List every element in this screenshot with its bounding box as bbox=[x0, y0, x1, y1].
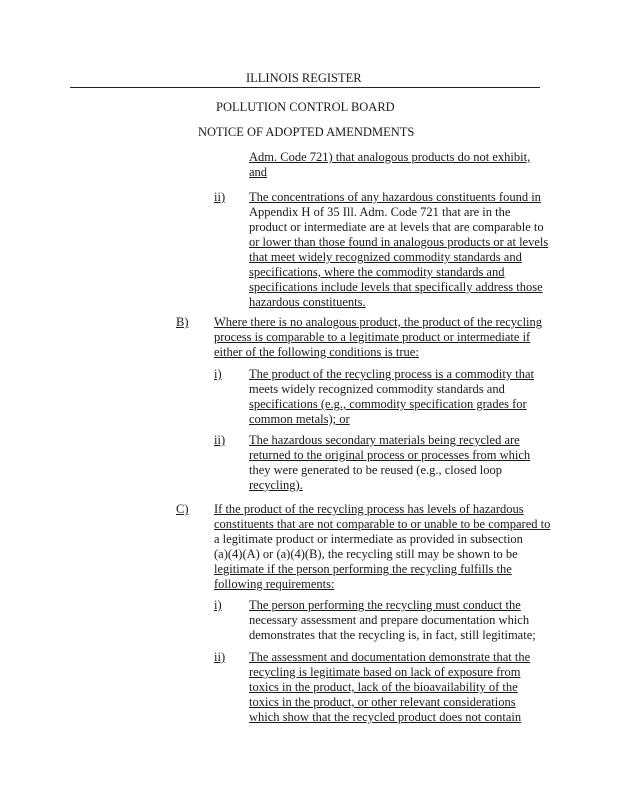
item-b-i-label: i) bbox=[214, 367, 222, 381]
item-a-ii-label: ii) bbox=[214, 190, 226, 204]
item-b-i-text: The product of the recycling process is a commodity that meets widely recognized commodity standards and specifications (e.g., commodity specification grades for common metals); or bbox=[249, 367, 534, 426]
item-b-ii-label: ii) bbox=[214, 433, 226, 447]
item-c-ii-text: The assessment and documentation demonstrate that the recycling is legitimate based on lack of exposure from toxics in the product, lack of the bioavailability of the toxics in the product, or other relevant considerations which show that the recycled product does not contain bbox=[249, 650, 531, 724]
header-rule bbox=[70, 87, 540, 88]
section-b-text: Where there is no analogous product, the product of the recycling process is comparable to a legitimate product or intermediate if either of the following conditions is true: bbox=[214, 315, 543, 359]
item-c-i-text: The person performing the recycling must conduct the necessary assessment and prepare documentation which demonstrates that the recycling is, in fact, still legitimate; bbox=[249, 598, 536, 642]
register-title: ILLINOIS REGISTER bbox=[246, 71, 362, 85]
item-c-i-label: i) bbox=[214, 598, 222, 612]
section-b-label: B) bbox=[176, 315, 189, 329]
continuation-text: Adm. Code 721) that analogous products do not exhibit, and bbox=[249, 150, 531, 179]
notice-title: NOTICE OF ADOPTED AMENDMENTS bbox=[198, 125, 415, 139]
board-title: POLLUTION CONTROL BOARD bbox=[216, 100, 395, 114]
item-a-ii-text: The concentrations of any hazardous constituents found in Appendix H of 35 Ill. Adm. Code 721 that are in the product or intermediate are at levels that are comparable to or lower than those found in analogous products or at levels that meet widely recognized commodity standards and specifications, where the commodity standards and specifications include levels that specifically address those hazardous constituents. bbox=[249, 190, 549, 309]
item-c-ii-label: ii) bbox=[214, 650, 226, 664]
item-b-ii-text: The hazardous secondary materials being recycled are returned to the original process or processes from which they were generated to be reused (e.g., closed loop recycling). bbox=[249, 433, 531, 492]
section-c-text: If the product of the recycling process has levels of hazardous constituents that are not comparable to or unable to be compared to a legitimate product or intermediate as provided in subsection (a)(4)(A) or (a)(4)(B), the recycling still may be shown to be legitimate if the person performing the recycling fulfills the following requirements: bbox=[214, 502, 551, 591]
section-c-label: C) bbox=[176, 502, 189, 516]
